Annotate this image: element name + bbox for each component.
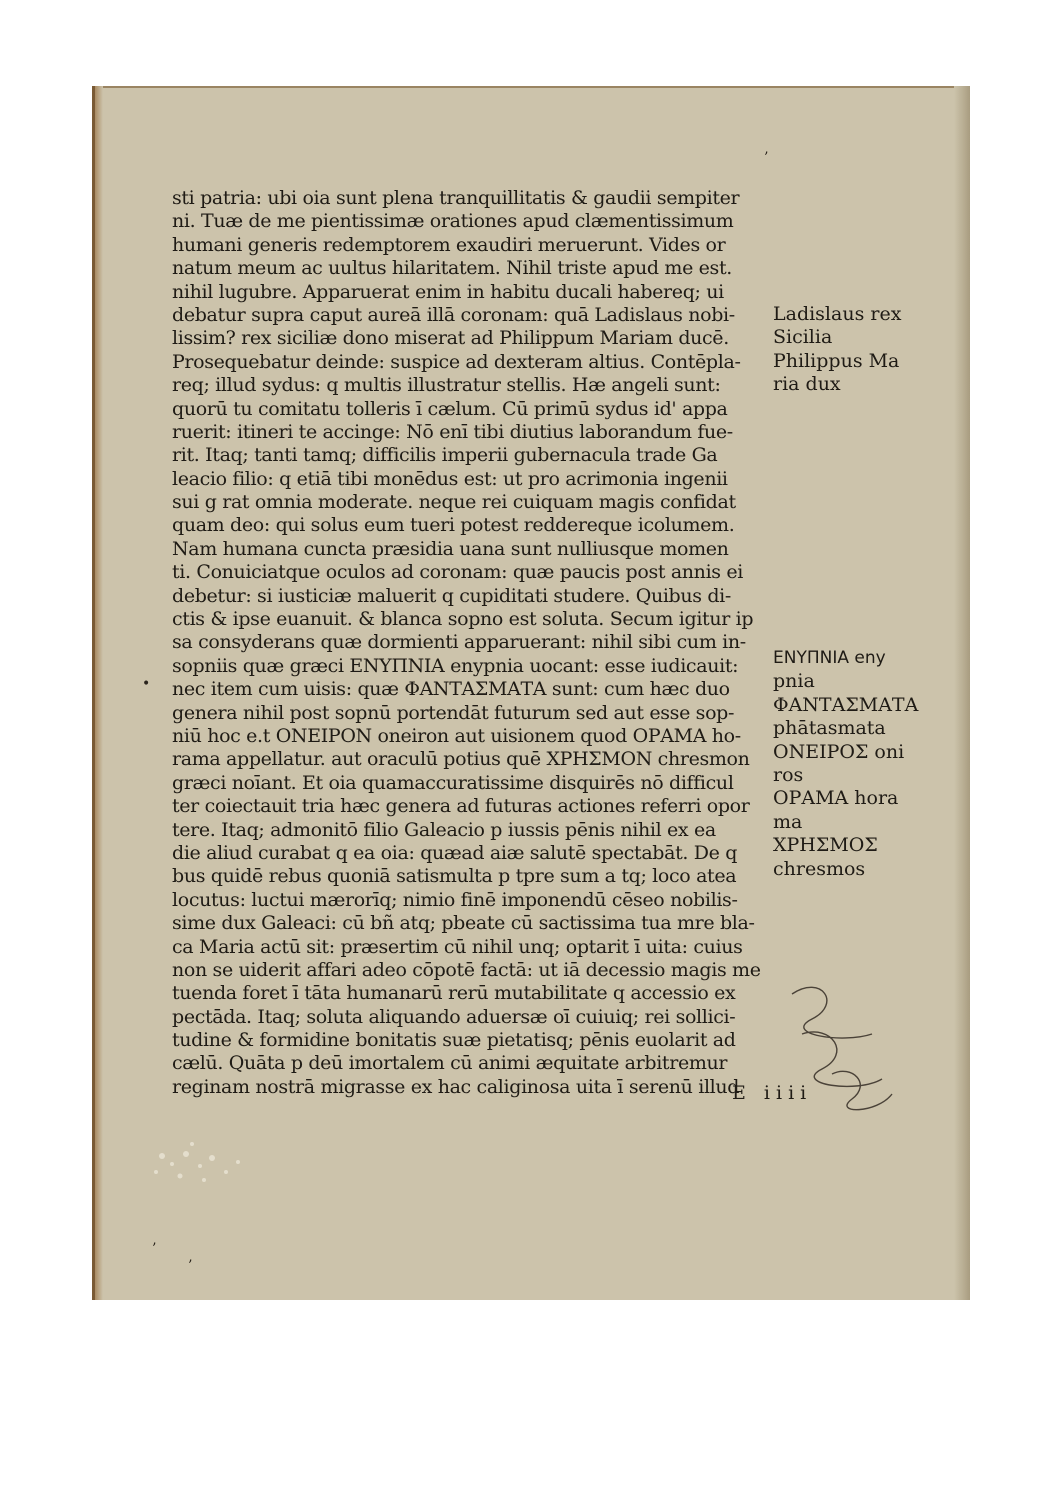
- text-line: ter coiectauit tria hæc genera ad futuras actiones referri opor: [172, 795, 750, 818]
- text-line: ctis & ipse euanuit. & blanca sopno est soluta. Secum igitur ip: [172, 608, 754, 631]
- text-line: tuenda foret ī tāta humanarū rerū mutabilitate q accessio ex: [172, 982, 736, 1005]
- text-line: reginam nostrā migrasse ex hac caliginosa uita ī serenū illud: [172, 1075, 740, 1098]
- text-line: sime dux Galeaci: cū bñ atq; pbeate cū sactissima tua mre bla-: [172, 912, 755, 935]
- ink-speck: ’: [152, 1241, 157, 1257]
- margin-note: ΦΑΝΤΑΣΜΑΤΑ: [773, 693, 919, 716]
- text-line: natum meum ac uultus hilaritatem. Nihil triste apud me est.: [172, 257, 732, 280]
- text-line: req; illud sydus: q multis illustratur stellis. Hæ angeli sunt:: [172, 374, 721, 397]
- margin-note: Ladislaus rex: [773, 303, 902, 325]
- margin-note: Sicilia: [773, 326, 833, 349]
- main-text-block: [172, 187, 772, 1099]
- text-line: tudine & formidine bonitatis suæ pietatisq; pēnis euolarit ad: [172, 1029, 736, 1052]
- text-line: sti patria: ubi oia sunt plena tranquillitatis & gaudii sempiter: [172, 187, 740, 209]
- text-line: niū hoc e.t ΟΝΕΙΡΟΝ oneiron aut uisionem quod ΟΡΑΜΑ ho-: [172, 724, 741, 747]
- pen-flourish-icon: [782, 974, 902, 1114]
- ink-speck: •: [142, 676, 151, 692]
- text-line: non se uiderit affari adeo cōpotē factā: ut iā decessio magis me: [172, 958, 761, 981]
- ink-speck: ’: [764, 150, 769, 166]
- margin-note: chresmos: [773, 857, 866, 880]
- text-line: quam deo: qui solus eum tueri potest reddereque icolumem.: [172, 514, 735, 537]
- signature-mark: E iiii: [732, 1082, 813, 1104]
- text-line: Prosequebatur deinde: suspice ad dexteram altius. Contēpla-: [172, 350, 741, 373]
- text-line: ca Maria actū sit: præsertim cū nihil unq; optarit ī uita: cuius: [172, 935, 743, 958]
- text-line: nec item cum uisis: quæ ΦΑΝΤΑΣΜΑΤΑ sunt: cum hæc duo: [172, 678, 730, 701]
- text-line: Nam humana cuncta præsidia uana sunt nulliusque momen: [172, 537, 729, 560]
- text-line: die aliud curabat q ea oia: quæad aiæ salutē spectabāt. De q: [172, 841, 738, 864]
- text-line: nihil lugubre. Apparuerat enim in habitu ducali habereq; ui: [172, 280, 724, 303]
- paper-stain: [142, 1136, 262, 1196]
- margin-note: phātasmata: [773, 717, 886, 740]
- text-line: quorū tu comitatu tolleris ī cælum. Cū primū sydus id' appa: [172, 397, 728, 420]
- margin-note: ΟΡΑΜΑ hora: [773, 787, 899, 810]
- margin-note: ΕΝΥΠΝΙΑ eny: [773, 648, 886, 668]
- text-line: tere. Itaq; admonitō filio Galeacio p iussis pēnis nihil ex ea: [172, 818, 716, 841]
- text-line: pectāda. Itaq; soluta aliquando aduersæ oī cuiuiq; rei sollici-: [172, 1005, 736, 1028]
- marginal-notes-upper: [773, 303, 913, 397]
- manuscript-page: [92, 86, 970, 1300]
- margin-note: ΟΝΕΙΡΟΣ oni: [773, 740, 905, 763]
- text-line: ni. Tuæ de me pientissimæ orationes apud clæmentissimum: [172, 210, 734, 233]
- text-line: græci noīant. Et oia quamaccuratissime disquirēs nō difficul: [172, 771, 734, 794]
- text-line: sa consyderans quæ dormienti apparuerant: nihil sibi cum in-: [172, 631, 746, 654]
- text-line: leacio filio: q etiā tibi monēdus est: ut pro acrimonia ingenii: [172, 467, 728, 490]
- margin-note: ria dux: [773, 373, 841, 396]
- text-line: debetur: si iusticiæ maluerit q cupiditati studere. Quibus di-: [172, 584, 731, 607]
- text-line: debatur supra caput aureā illā coronam: quā Ladislaus nobi-: [172, 303, 735, 326]
- margin-note: ros: [773, 763, 804, 786]
- text-line: sopniis quæ græci ΕΝΥΠΝΙΑ enypnia uocant: esse iudicauit:: [172, 654, 739, 677]
- marginal-notes-lower: [773, 647, 919, 881]
- text-line: cælū. Quāta p deū imortalem cū animi æquitate arbitremur: [172, 1052, 728, 1075]
- ink-speck: ’: [188, 1258, 193, 1274]
- margin-note: pnia: [773, 670, 815, 693]
- text-line: lissim? rex siciliæ dono miserat ad Philippum Mariam ducē.: [172, 327, 729, 350]
- text-line: rit. Itaq; tanti tamq; difficilis imperii gubernacula trade Ga: [172, 444, 718, 467]
- text-line: genera nihil post sopnū portendāt futurum sed aut esse sop-: [172, 701, 735, 724]
- text-line: humani generis redemptorem exaudiri meruerunt. Vides or: [172, 233, 726, 256]
- text-line: ti. Conuiciatque oculos ad coronam: quæ paucis post annis ei: [172, 561, 744, 584]
- margin-note: Philippus Ma: [773, 349, 900, 372]
- text-line: bus quidē rebus quoniā satismulta p tpre sum a tq; loco atea: [172, 865, 737, 888]
- text-line: sui g rat omnia moderate. neque rei cuiquam magis confidat: [172, 491, 736, 514]
- text-line: ruerit: itineri te accinge: Nō enī tibi diutius laborandum fue-: [172, 420, 733, 443]
- text-line: locutus: luctui mærorīq; nimio finē imponendū cēseo nobilis-: [172, 888, 738, 911]
- margin-note: ΧΡΗΣΜΟΣ: [773, 834, 878, 857]
- margin-note: ma: [773, 810, 803, 833]
- text-line: rama appellatur. aut oraculū potius quē ΧΡΗΣΜΟΝ chresmon: [172, 748, 750, 771]
